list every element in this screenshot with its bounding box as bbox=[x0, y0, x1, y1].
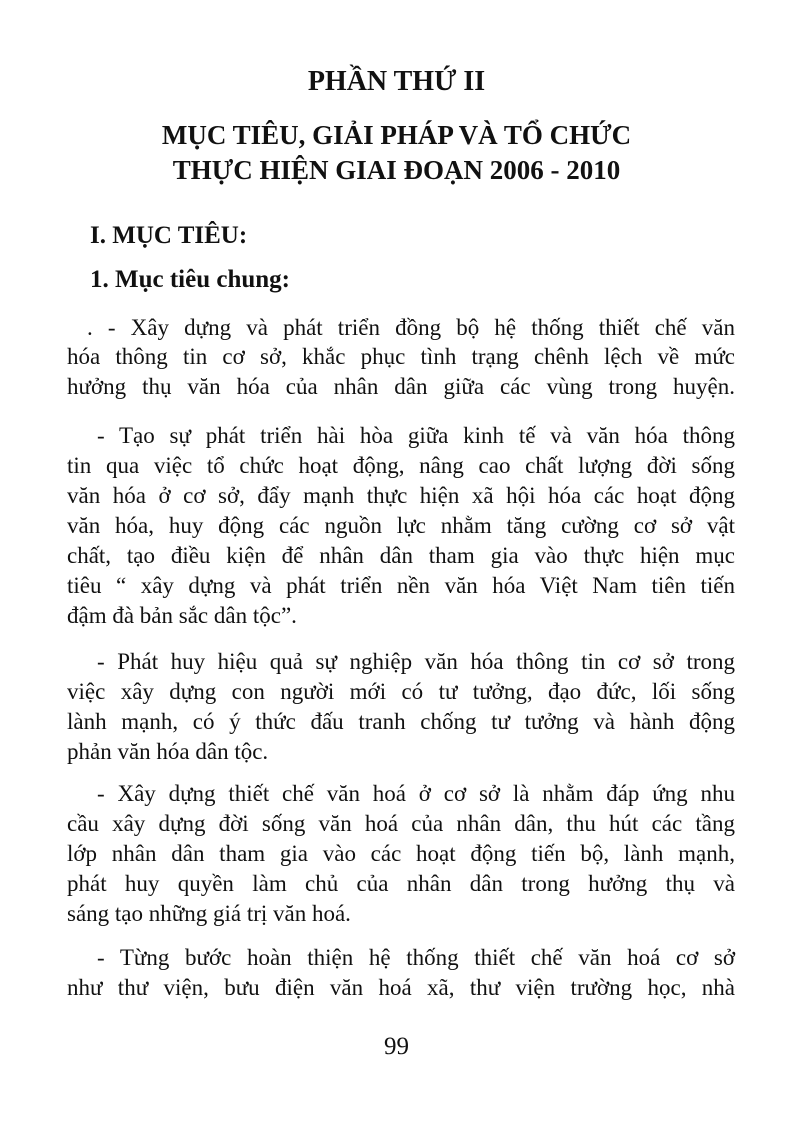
text-line: hưởng thụ văn hóa của nhân dân giữa các vùng trong huyện. bbox=[67, 374, 735, 399]
text-line: - Phát huy hiệu quả sự nghiệp văn hóa thông tin cơ sở trong bbox=[97, 649, 735, 674]
text-line: cầu xây dựng đời sống văn hoá của nhân dân, thu hút các tầng bbox=[67, 811, 735, 836]
text-line: phát huy quyền làm chủ của nhân dân trong hưởng thụ và bbox=[67, 871, 735, 896]
text-line: tin qua việc tổ chức hoạt động, nâng cao chất lượng đời sống bbox=[67, 453, 735, 478]
heading-objectives: I. MỤC TIÊU: bbox=[90, 222, 248, 249]
text-line: lớp nhân dân tham gia vào các hoạt động tiến bộ, lành mạnh, bbox=[67, 841, 735, 866]
text-line: sáng tạo những giá trị văn hoá. bbox=[67, 901, 351, 926]
section-title-line-1: MỤC TIÊU, GIẢI PHÁP VÀ TỔ CHỨC bbox=[161, 120, 632, 150]
text-line: tiêu “ xây dựng và phát triển nền văn hóa Việt Nam tiên tiến bbox=[67, 573, 735, 598]
text-line: - Từng bước hoàn thiện hệ thống thiết chế văn hoá cơ sở bbox=[97, 945, 735, 970]
text-line: chất, tạo điều kiện để nhân dân tham gia vào thực hiện mục bbox=[67, 543, 735, 568]
text-line: - Xây dựng thiết chế văn hoá ở cơ sở là nhằm đáp ứng nhu bbox=[97, 781, 735, 806]
section-title-line-2: THỰC HIỆN GIAI ĐOẠN 2006 - 2010 bbox=[172, 155, 621, 185]
text-line: hóa thông tin cơ sở, khắc phục tình trạng chênh lệch về mức bbox=[67, 344, 735, 369]
text-line: đậm đà bản sắc dân tộc”. bbox=[67, 603, 297, 628]
text-line: lành mạnh, có ý thức đấu tranh chống tư tưởng và hành động bbox=[67, 709, 735, 734]
heading-general-objectives: 1. Mục tiêu chung: bbox=[90, 266, 290, 293]
page-number: 99 bbox=[384, 1033, 409, 1060]
text-line: việc xây dựng con người mới có tư tưởng, đạo đức, lối sống bbox=[67, 679, 735, 704]
text-line: - Tạo sự phát triển hài hòa giữa kinh tế và văn hóa thông bbox=[97, 423, 735, 448]
text-line: văn hóa, huy động các nguồn lực nhằm tăng cường cơ sở vật bbox=[67, 513, 735, 538]
text-line: phản văn hóa dân tộc. bbox=[67, 739, 269, 764]
part-title: PHẦN THỨ II bbox=[307, 66, 486, 97]
text-line: văn hóa ở cơ sở, đẩy mạnh thực hiện xã hội hóa các hoạt động bbox=[67, 483, 735, 508]
text-line: như thư viện, bưu điện văn hoá xã, thư viện trường học, nhà bbox=[67, 975, 735, 1000]
text-line: . - Xây dựng và phát triển đồng bộ hệ thống thiết chế văn bbox=[87, 315, 735, 340]
